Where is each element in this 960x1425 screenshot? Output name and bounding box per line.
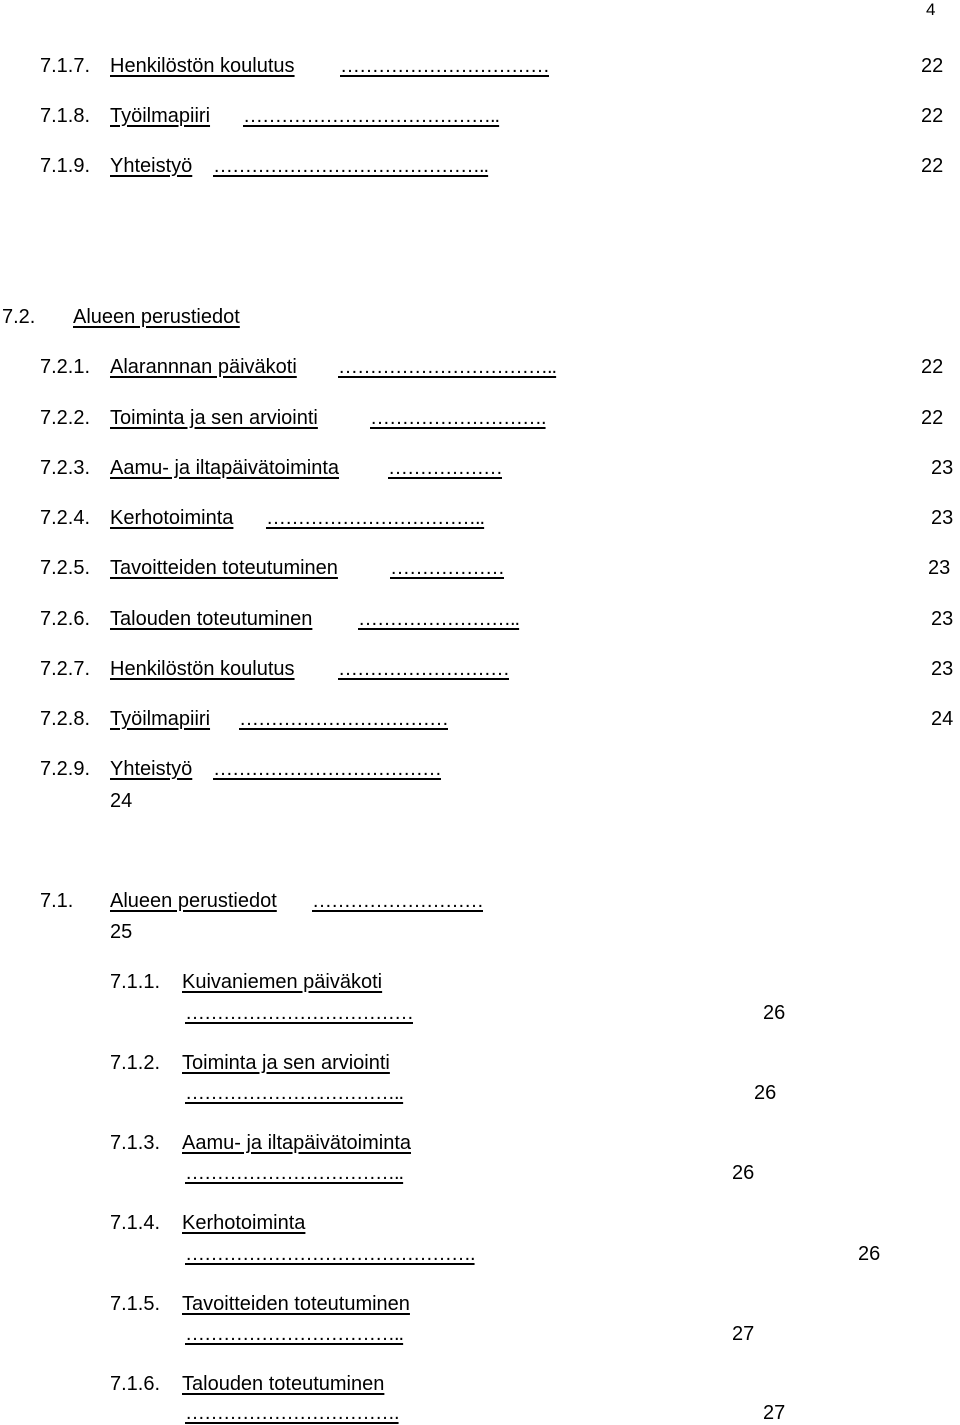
toc-entry-title[interactable]: Kuivaniemen päiväkoti	[182, 971, 383, 993]
toc-entry-page: 23	[931, 608, 954, 630]
toc-entry-number: 7.2.1.	[40, 356, 91, 378]
toc-entry-page: 26	[732, 1162, 755, 1184]
toc-entry-number: 7.1.4.	[110, 1212, 161, 1234]
toc-entry-page: 25	[110, 921, 133, 943]
toc-entry-page: 22	[921, 407, 944, 429]
toc-entry-leader: ……………………….	[370, 407, 546, 429]
toc-entry-number: 7.1.9.	[40, 155, 91, 177]
toc-entry-title[interactable]: Toiminta ja sen arviointi	[182, 1052, 390, 1074]
toc-entry-number: 7.1.5.	[110, 1293, 161, 1315]
toc-entry-number: 7.2.8.	[40, 708, 91, 730]
toc-entry-number: 7.2.2.	[40, 407, 91, 429]
toc-entry-title[interactable]: Työilmapiiri	[110, 105, 211, 127]
toc-entry-title[interactable]: Työilmapiiri	[110, 708, 211, 730]
toc-entry-leader: ………………………………	[213, 758, 441, 780]
toc-entry-leader: ……………………………………..	[213, 155, 489, 177]
toc-entry-number: 7.2.9.	[40, 758, 91, 780]
toc-entry-title[interactable]: Kerhotoiminta	[182, 1212, 306, 1234]
toc-entry-title[interactable]: Henkilöstön koulutus	[110, 658, 295, 680]
toc-entry-title[interactable]: Tavoitteiden toteutuminen	[182, 1293, 410, 1315]
toc-entry-page: 24	[110, 790, 133, 812]
toc-entry-page: 26	[858, 1243, 881, 1265]
toc-entry-page: 23	[931, 658, 954, 680]
toc-entry-leader: ……………………………..	[338, 356, 557, 378]
toc-entry-leader: ………………	[388, 457, 502, 479]
toc-entry-leader: ……………………………..	[266, 507, 485, 529]
toc-entry-number: 7.2.5.	[40, 557, 91, 579]
toc-entry-title[interactable]: Henkilöstön koulutus	[110, 55, 295, 77]
toc-entry-page: 23	[931, 507, 954, 529]
toc-entry-leader: ………………	[390, 557, 504, 579]
toc-entry-title[interactable]: Kerhotoiminta	[110, 507, 234, 529]
toc-entry-number: 7.2.	[2, 306, 36, 328]
toc-entry-page: 22	[921, 155, 944, 177]
toc-entry-leader: …………………………….	[185, 1402, 399, 1424]
toc-entry-leader: ………………………	[312, 890, 483, 912]
toc-entry-number: 7.2.6.	[40, 608, 91, 630]
toc-entry-leader: ……………………..	[358, 608, 520, 630]
toc-entry-title[interactable]: Talouden toteutuminen	[182, 1373, 385, 1395]
toc-entry-leader: ………………………	[338, 658, 509, 680]
toc-entry-page: 22	[921, 356, 944, 378]
toc-entry-title[interactable]: Yhteistyö	[110, 758, 193, 780]
toc-entry-page: 24	[931, 708, 954, 730]
toc-entry-leader: ……………………………	[340, 55, 549, 77]
toc-entry-leader: ……………………………	[239, 708, 448, 730]
toc-entry-page: 23	[931, 457, 954, 479]
toc-entry-leader: …………………………………..	[243, 105, 500, 127]
toc-entry-page: 26	[754, 1082, 777, 1104]
toc-entry-number: 7.1.3.	[110, 1132, 161, 1154]
toc-entry-title[interactable]: Yhteistyö	[110, 155, 193, 177]
toc-entry-title[interactable]: Tavoitteiden toteutuminen	[110, 557, 338, 579]
toc-entry-leader: ……………………………..	[185, 1162, 404, 1184]
toc-entry-number: 7.1.7.	[40, 55, 91, 77]
page-number: 4	[926, 0, 936, 19]
toc-entry-leader: ……………………………..	[185, 1323, 404, 1345]
toc-entry-leader: ……………………………………….	[185, 1243, 475, 1265]
toc-entry-title[interactable]: Aamu- ja iltapäivätoiminta	[110, 457, 339, 479]
toc-entry-page: 27	[732, 1323, 755, 1345]
toc-entry-page: 22	[921, 105, 944, 127]
toc-entry-page: 22	[921, 55, 944, 77]
toc-entry-title[interactable]: Alarannnan päiväkoti	[110, 356, 297, 378]
toc-entry-title[interactable]: Toiminta ja sen arviointi	[110, 407, 318, 429]
toc-entry-title[interactable]: Aamu- ja iltapäivätoiminta	[182, 1132, 411, 1154]
toc-entry-title[interactable]: Talouden toteutuminen	[110, 608, 313, 630]
toc-entry-leader: ………………………………	[185, 1002, 413, 1024]
toc-entry-number: 7.2.3.	[40, 457, 91, 479]
toc-entry-number: 7.1.1.	[110, 971, 161, 993]
toc-entry-page: 23	[928, 557, 951, 579]
toc-entry-number: 7.1.8.	[40, 105, 91, 127]
toc-entry-number: 7.1.6.	[110, 1373, 161, 1395]
toc-entry-page: 27	[763, 1402, 786, 1424]
toc-entry-title[interactable]: Alueen perustiedot	[110, 890, 277, 912]
toc-entry-number: 7.1.	[40, 890, 74, 912]
toc-entry-title[interactable]: Alueen perustiedot	[73, 306, 240, 328]
toc-entry-leader: ……………………………..	[185, 1082, 404, 1104]
toc-entry-number: 7.1.2.	[110, 1052, 161, 1074]
toc-entry-number: 7.2.4.	[40, 507, 91, 529]
toc-entry-number: 7.2.7.	[40, 658, 91, 680]
toc-entry-page: 26	[763, 1002, 786, 1024]
